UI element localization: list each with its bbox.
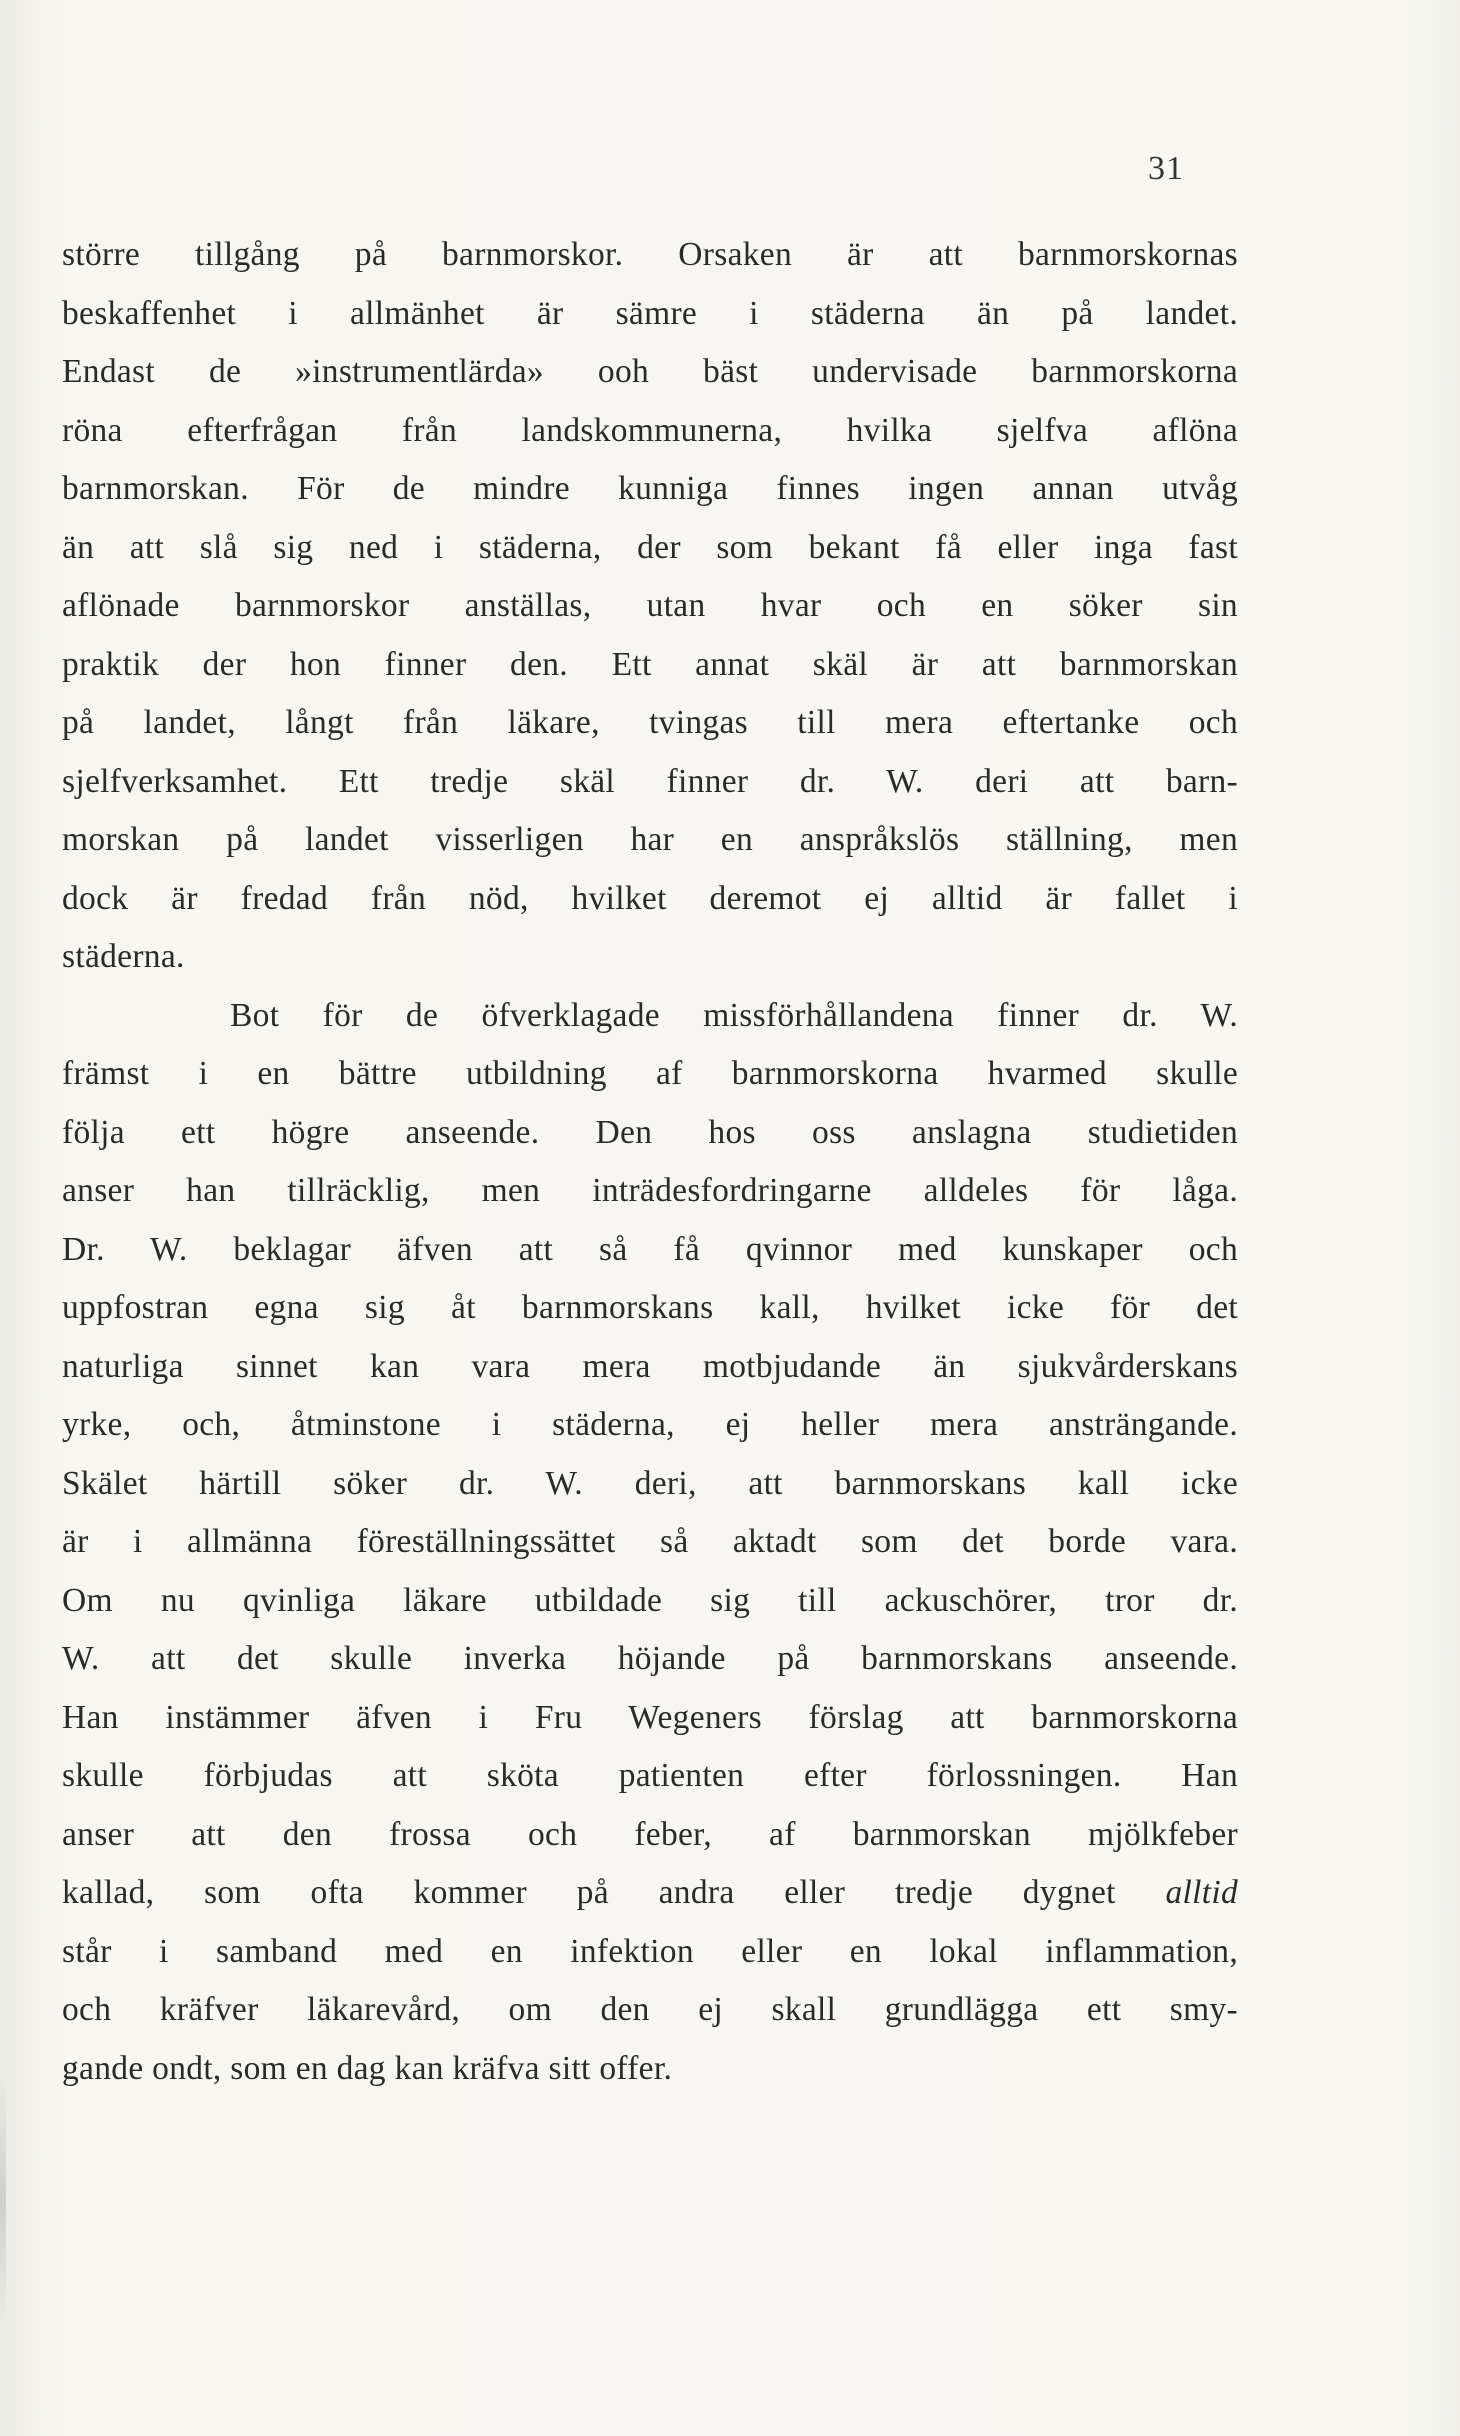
text-line: beskaffenhet i allmänhet är sämre i städerna än på landet. [62, 294, 1238, 332]
text-line: Han instämmer äfven i Fru Wegeners förslag att barnmorskorna [62, 1698, 1238, 1736]
text-line: praktik der hon finner den. Ett annat skäl är att barnmorskan [62, 645, 1238, 683]
text-line: Om nu qvinliga läkare utbildade sig till ackuschörer, tror dr. [62, 1581, 1238, 1619]
text-line: dock är fredad från nöd, hvilket deremot ej alltid är fallet i [62, 879, 1238, 917]
text-line: städerna. [62, 938, 185, 975]
body-text [62, 226, 1238, 2098]
text-line: Skälet härtill söker dr. W. deri, att barnmorskans kall icke [62, 1464, 1238, 1502]
text-line: än att slå sig ned i städerna, der som bekant få eller inga fast [62, 528, 1238, 566]
text-line: anser han tillräcklig, men inträdesfordringarne alldeles för låga. [62, 1172, 1238, 1209]
text-line: röna efterfrågan från landskommunerna, hvilka sjelfva aflöna [62, 411, 1238, 449]
text-line: skulle förbjudas att sköta patienten efter förlossningen. Han [62, 1757, 1238, 1794]
text-line: aflönade barnmorskor anställas, utan hvar och en söker sin [62, 587, 1238, 624]
text-line: Endast de »instrumentlärda» ooh bäst undervisade barnmorskorna [62, 353, 1238, 390]
text-line: främst i en bättre utbildning af barnmorskorna hvarmed skulle [62, 1055, 1238, 1092]
text-line: och kräfver läkarevård, om den ej skall grundlägga ett smy- [62, 1991, 1238, 2028]
text-line: står i samband med en infektion eller en lokal inflammation, [62, 1932, 1238, 1970]
text-line: W. att det skulle inverka höjande på barnmorskans anseende. [62, 1640, 1238, 1677]
text-line: morskan på landet visserligen har en anspråkslös ställning, men [62, 821, 1238, 858]
text-line: anser att den frossa och feber, af barnmorskan mjölkfeber [62, 1815, 1238, 1853]
text-line-with-italic [62, 1864, 1238, 1923]
text-line: större tillgång på barnmorskor. Orsaken är att barnmorskornas [62, 236, 1238, 273]
text-line: yrke, och, åtminstone i städerna, ej heller mera ansträngande. [62, 1406, 1238, 1443]
text-line: Dr. W. beklagar äfven att så få qvinnor med kunskaper och [62, 1230, 1238, 1268]
text-line-part: kallad, som ofta kommer på andra eller tredje dygnet [62, 1874, 1116, 1911]
text-line: gande ondt, som en dag kan kräfva sitt offer. [62, 2049, 673, 2087]
text-line: på landet, långt från läkare, tvingas till mera eftertanke och [62, 704, 1238, 741]
text-line: naturliga sinnet kan vara mera motbjudande än sjukvårderskans [62, 1347, 1238, 1385]
text-line: barnmorskan. För de mindre kunniga finnes ingen annan utvåg [62, 470, 1238, 507]
page-edge-shadow [0, 2080, 6, 2320]
italic-word: alltid [1165, 1874, 1238, 1911]
text-line: uppfostran egna sig åt barnmorskans kall, hvilket icke för det [62, 1289, 1238, 1326]
text-line: sjelfverksamhet. Ett tredje skäl finner dr. W. deri att barn- [62, 762, 1238, 800]
text-line: Bot för de öfverklagade missförhållandena finner dr. W. [230, 996, 1238, 1034]
text-line: är i allmänna föreställningssättet så aktadt som det borde vara. [62, 1523, 1238, 1560]
page-number: 31 [1148, 150, 1184, 187]
text-line: följa ett högre anseende. Den hos oss anslagna studietiden [62, 1113, 1238, 1151]
